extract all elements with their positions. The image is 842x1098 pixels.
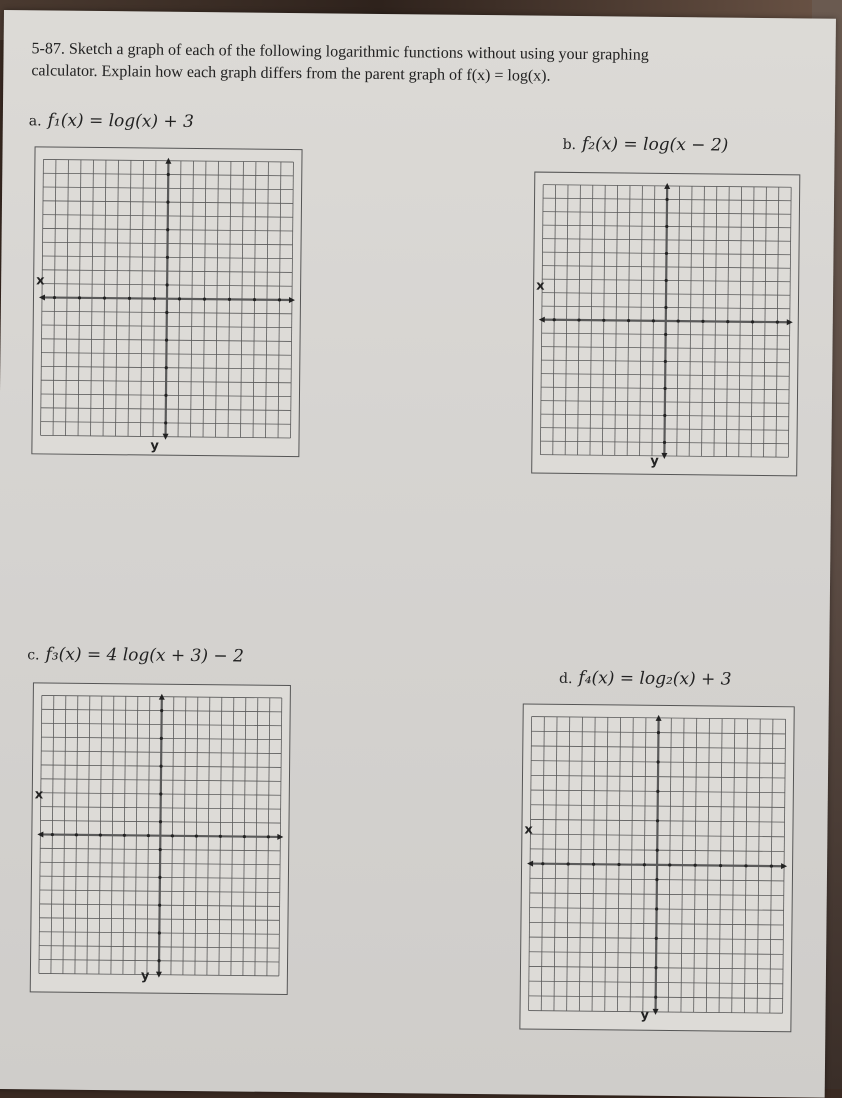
axis-tick-mark (567, 862, 570, 865)
grid-a (32, 147, 301, 456)
axis-tick-mark (160, 737, 163, 740)
graph-a-y-label: y (150, 438, 160, 454)
graph-b-y-label: y (650, 453, 659, 469)
axis-tick-mark (541, 862, 544, 865)
axis-tick-mark (167, 173, 170, 176)
axis-tick-mark (701, 320, 704, 323)
axis-tick-mark (770, 864, 773, 867)
axis-tick-mark (159, 848, 162, 851)
axis-tick-mark (664, 360, 667, 363)
part-b-letter: b. (562, 136, 577, 153)
problem-number: 5-87. (31, 40, 66, 58)
axis-tick-mark (656, 819, 659, 822)
axis-tick-mark (592, 863, 595, 866)
axis-tick-mark (253, 298, 256, 301)
axis-tick-mark (166, 256, 169, 259)
axis-tick-mark (228, 298, 231, 301)
axis-tick-mark (652, 319, 655, 322)
axis-tick-mark (657, 731, 660, 734)
axis-tick-mark (664, 333, 667, 336)
axis-tick-mark (159, 765, 162, 768)
axis-tick-mark (617, 863, 620, 866)
axis-tick-mark (158, 904, 161, 907)
axis-tick-mark (655, 878, 658, 881)
axis-tick-mark (267, 835, 270, 838)
problem-line-1: Sketch a graph of each of the following logarithmic functions without using your graphing (68, 40, 649, 64)
part-d-letter: d. (558, 670, 573, 687)
axis-tick-mark (164, 421, 167, 424)
axis-tick-mark (195, 834, 198, 837)
graph-b-x-label: x (536, 278, 545, 294)
grid-c (31, 683, 290, 994)
axis-tick-mark (663, 441, 666, 444)
axis-tick-mark (128, 297, 131, 300)
axis-tick-mark (657, 760, 660, 763)
axis-tick-mark (627, 319, 630, 322)
axis-tick-mark (663, 387, 666, 390)
axis-tick-mark (665, 279, 668, 282)
axis-tick-mark (166, 283, 169, 286)
problem-prompt (31, 38, 751, 90)
axis-tick-mark (602, 319, 605, 322)
graph-d-y-label: y (640, 1007, 650, 1023)
axis-tick-mark (219, 835, 222, 838)
axis-tick-mark (160, 709, 163, 712)
graph-d-x-label: x (524, 822, 533, 838)
graph-a[interactable] (31, 146, 302, 457)
axis-tick-mark (158, 876, 161, 879)
axis-tick-mark (744, 864, 747, 867)
axis-tick-mark (178, 297, 181, 300)
axis-tick-mark (165, 311, 168, 314)
axis-tick-mark (164, 394, 167, 397)
graph-c[interactable] (30, 682, 291, 995)
graph-a-x-label: x (36, 273, 45, 289)
graph-d[interactable] (519, 703, 794, 1032)
axis-tick-mark (664, 306, 667, 309)
part-b-equation: f₂(x) = log(x − 2) (581, 134, 729, 156)
axis-tick-mark (577, 318, 580, 321)
graph-c-x-label: x (34, 787, 44, 803)
axis-tick-mark (654, 996, 657, 999)
axis-tick-mark (726, 320, 729, 323)
axis-tick-mark (656, 849, 659, 852)
axis-tick-mark (655, 907, 658, 910)
axis-tick-mark (75, 833, 78, 836)
axis-tick-mark (751, 320, 754, 323)
part-d-label (559, 668, 732, 690)
part-a-label (29, 110, 194, 132)
axis-tick-mark (665, 225, 668, 228)
axis-tick-mark (694, 864, 697, 867)
axis-tick-mark (663, 414, 666, 417)
axis-tick-mark (668, 863, 671, 866)
axis-tick-mark (677, 319, 680, 322)
axis-tick-mark (776, 320, 779, 323)
axis-tick-mark (719, 864, 722, 867)
axis-tick-mark (553, 318, 556, 321)
axis-tick-mark (99, 833, 102, 836)
axis-tick-mark (643, 863, 646, 866)
problem-line-2: calculator. Explain how each graph differs from the parent graph of f(x) = log(x). (31, 62, 551, 85)
axis-tick-mark (103, 296, 106, 299)
grid-b (532, 173, 799, 476)
axis-tick-mark (51, 833, 54, 836)
axis-tick-mark (159, 820, 162, 823)
axis-tick-mark (655, 937, 658, 940)
part-c-equation: f₃(x) = 4 log(x + 3) − 2 (45, 644, 245, 667)
part-d-equation: f₄(x) = log₂(x) + 3 (578, 668, 732, 690)
axis-tick-mark (665, 252, 668, 255)
axis-tick-mark (166, 228, 169, 231)
axis-tick-mark (158, 931, 161, 934)
part-a-equation: f₁(x) = log(x) + 3 (47, 110, 195, 132)
axis-tick-mark (147, 834, 150, 837)
part-a-letter: a. (28, 113, 42, 130)
axis-tick-mark (159, 792, 162, 795)
worksheet-page (0, 10, 836, 1098)
graph-c-y-label: y (140, 968, 150, 984)
axis-tick-mark (78, 296, 81, 299)
axis-tick-mark (157, 959, 160, 962)
axis-tick-mark (171, 834, 174, 837)
axis-tick-mark (654, 966, 657, 969)
axis-tick-mark (165, 339, 168, 342)
axis-tick-mark (166, 201, 169, 204)
axis-tick-mark (665, 198, 668, 201)
axis-tick-mark (53, 296, 56, 299)
axis-tick-mark (153, 297, 156, 300)
part-c-letter: c. (27, 647, 40, 664)
grid-d (520, 704, 793, 1031)
axis-tick-mark (203, 297, 206, 300)
axis-tick-mark (243, 835, 246, 838)
graph-b[interactable] (531, 172, 800, 477)
axis-tick-mark (656, 790, 659, 793)
axis-tick-mark (123, 834, 126, 837)
axis-tick-mark (278, 298, 281, 301)
part-b-label (563, 134, 729, 156)
part-c-label (27, 644, 244, 666)
axis-tick-mark (165, 366, 168, 369)
